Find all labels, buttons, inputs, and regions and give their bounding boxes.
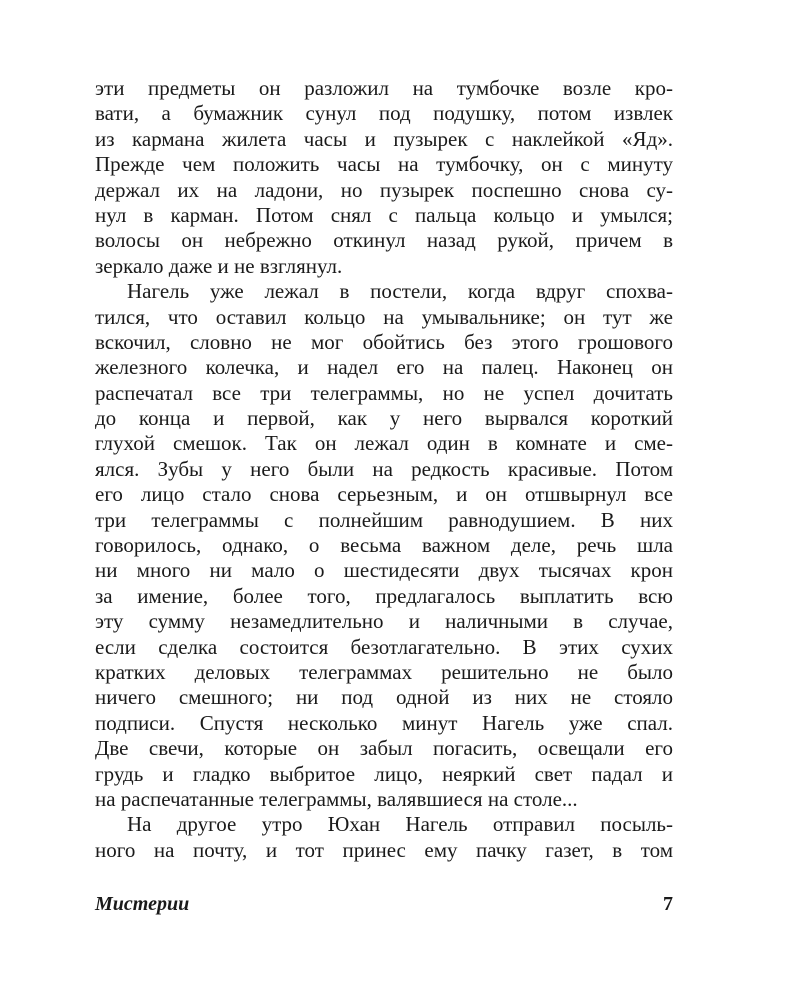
text-line: Прежде чем положить часы на тумбочку, он с минуту <box>95 152 673 177</box>
text-line: ни много ни мало о шестидесяти двух тысячах крон <box>95 558 673 583</box>
text-line: грудь и гладко выбритое лицо, неяркий свет падал и <box>95 761 673 786</box>
text-line: тился, что оставил кольцо на умывальнике; он тут же <box>95 304 673 329</box>
text-line: держал их на ладони, но пузырек поспешно снова су- <box>95 177 673 202</box>
text-line: говорилось, однако, о весьма важном деле, речь шла <box>95 533 673 558</box>
text-line: его лицо стало снова серьезным, и он отшвырнул все <box>95 482 673 507</box>
text-line: кратких деловых телеграммах решительно не было <box>95 659 673 684</box>
text-line: за имение, более того, предлагалось выплатить всю <box>95 583 673 608</box>
text-line: подписи. Спустя несколько минут Нагель уже спал. <box>95 710 673 735</box>
text-line: волосы он небрежно откинул назад рукой, причем в <box>95 228 673 253</box>
running-title: Мистерии <box>95 893 190 915</box>
text-line: ялся. Зубы у него были на редкость красивые. Потом <box>95 456 673 481</box>
page-number: 7 <box>663 893 673 915</box>
text-line: распечатал все три телеграммы, но не успел дочитать <box>95 380 673 405</box>
text-line: нул в карман. Потом снял с пальца кольцо и умылся; <box>95 202 673 227</box>
page-footer <box>95 893 673 921</box>
text-line: На другое утро Юхан Нагель отправил посыль- <box>127 812 673 837</box>
text-line: три телеграммы с полнейшим равнодушием. В них <box>95 507 673 532</box>
text-line: глухой смешок. Так он лежал один в комнате и сме- <box>95 431 673 456</box>
text-line: на распечатанные телеграммы, валявшиеся на столе... <box>95 786 578 811</box>
text-line: ного на почту, и тот принес ему пачку газет, в том <box>95 837 673 862</box>
text-line: вати, а бумажник сунул под подушку, потом извлек <box>95 101 673 126</box>
text-line: Нагель уже лежал в постели, когда вдруг спохва- <box>127 279 673 304</box>
text-line: ничего смешного; ни под одной из них не стояло <box>95 685 673 710</box>
text-line: из кармана жилета часы и пузырек с наклейкой «Яд». <box>95 126 673 151</box>
text-line: железного колечка, и надел его на палец. Наконец он <box>95 355 673 380</box>
text-line: эти предметы он разложил на тумбочке возле кро- <box>95 76 673 100</box>
text-line: до конца и первой, как у него вырвался короткий <box>95 406 673 431</box>
text-line: вскочил, словно не мог обойтись без этого грошового <box>95 329 673 354</box>
body-text <box>95 76 673 863</box>
text-line: эту сумму незамедлительно и наличными в случае, <box>95 609 673 634</box>
text-line: зеркало даже и не взглянул. <box>95 253 343 278</box>
text-line: Две свечи, которые он забыл погасить, освещали его <box>95 736 673 761</box>
text-line: если сделка состоится безотлагательно. В этих сухих <box>95 634 673 659</box>
